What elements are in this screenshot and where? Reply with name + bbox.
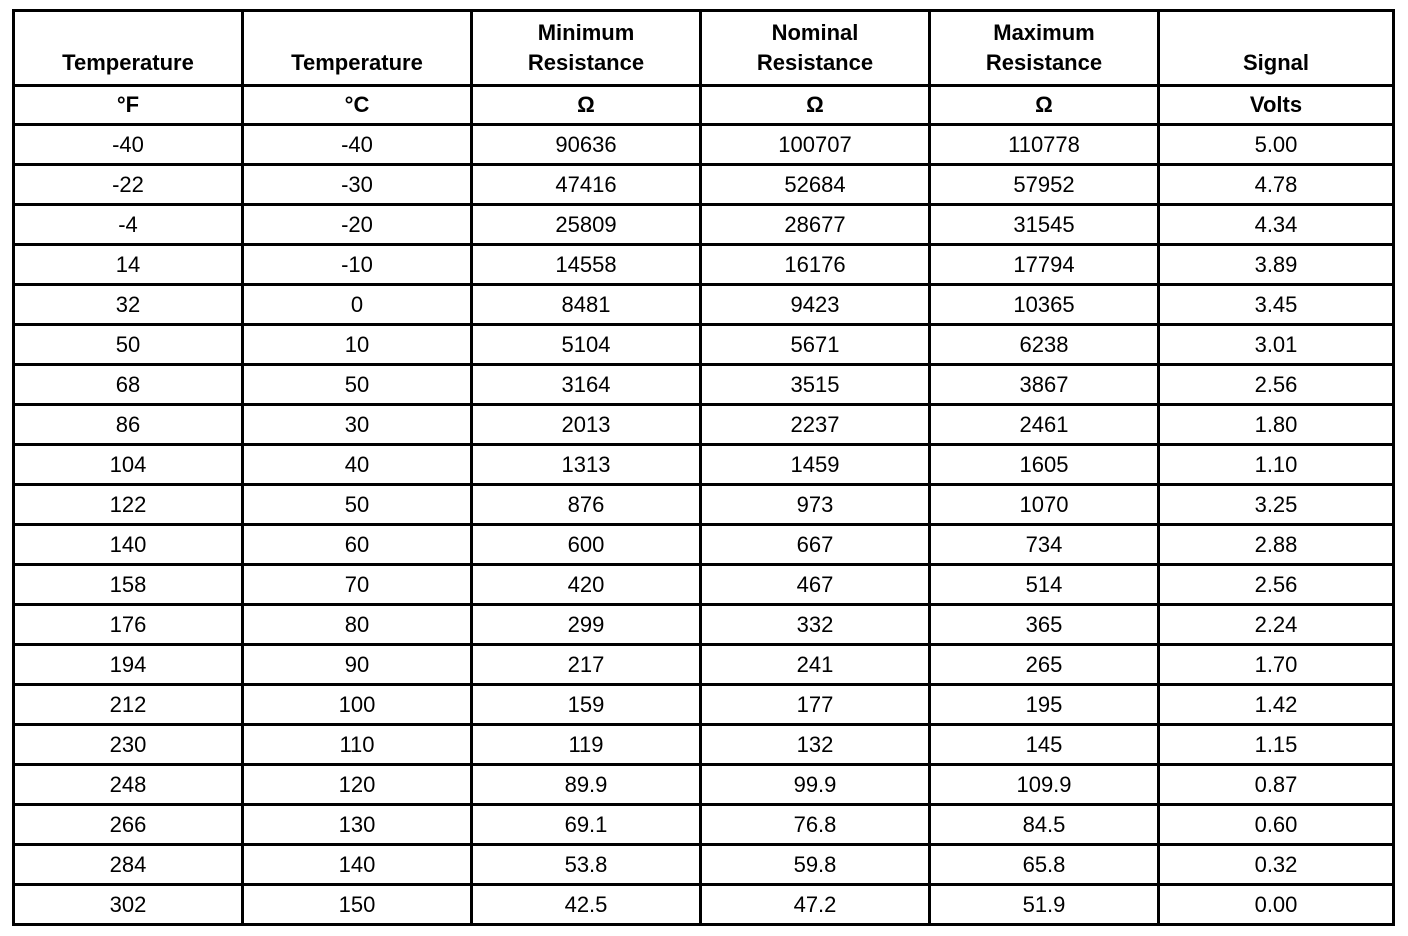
temp-c-cell: 70 xyxy=(243,565,472,605)
nominal-resistance-cell: 59.8 xyxy=(701,845,930,885)
header-maximum-resistance: Maximum Resistance xyxy=(930,11,1159,86)
nominal-resistance-cell: 332 xyxy=(701,605,930,645)
nominal-resistance-cell: 2237 xyxy=(701,405,930,445)
signal-volts-cell: 3.25 xyxy=(1159,485,1394,525)
header-temperature-f: Temperature xyxy=(14,11,243,86)
temp-f-cell: 176 xyxy=(14,605,243,645)
signal-volts-cell: 2.56 xyxy=(1159,365,1394,405)
table-row xyxy=(14,565,1394,605)
temp-f-cell: 140 xyxy=(14,525,243,565)
temp-c-cell: -20 xyxy=(243,205,472,245)
temp-c-cell: 0 xyxy=(243,285,472,325)
max-resistance-cell: 10365 xyxy=(930,285,1159,325)
max-resistance-cell: 265 xyxy=(930,645,1159,685)
table-row xyxy=(14,445,1394,485)
temp-f-cell: 104 xyxy=(14,445,243,485)
min-resistance-cell: 299 xyxy=(472,605,701,645)
table-row xyxy=(14,245,1394,285)
signal-volts-cell: 1.10 xyxy=(1159,445,1394,485)
signal-volts-cell: 2.88 xyxy=(1159,525,1394,565)
temp-c-cell: 80 xyxy=(243,605,472,645)
max-resistance-cell: 3867 xyxy=(930,365,1159,405)
min-resistance-cell: 14558 xyxy=(472,245,701,285)
header-minimum-resistance: Minimum Resistance xyxy=(472,11,701,86)
unit-ohm-min: Ω xyxy=(472,86,701,125)
nominal-resistance-cell: 9423 xyxy=(701,285,930,325)
min-resistance-cell: 5104 xyxy=(472,325,701,365)
unit-ohm-nominal: Ω xyxy=(701,86,930,125)
temp-f-cell: 248 xyxy=(14,765,243,805)
min-resistance-cell: 876 xyxy=(472,485,701,525)
max-resistance-cell: 65.8 xyxy=(930,845,1159,885)
max-resistance-cell: 51.9 xyxy=(930,885,1159,925)
min-resistance-cell: 1313 xyxy=(472,445,701,485)
temp-c-cell: -10 xyxy=(243,245,472,285)
max-resistance-cell: 1605 xyxy=(930,445,1159,485)
header-temperature-c: Temperature xyxy=(243,11,472,86)
header-nominal-resistance: Nominal Resistance xyxy=(701,11,930,86)
nominal-resistance-cell: 99.9 xyxy=(701,765,930,805)
table-row xyxy=(14,725,1394,765)
nominal-resistance-cell: 5671 xyxy=(701,325,930,365)
nominal-resistance-cell: 1459 xyxy=(701,445,930,485)
temp-f-cell: 194 xyxy=(14,645,243,685)
min-resistance-cell: 69.1 xyxy=(472,805,701,845)
table-row xyxy=(14,885,1394,925)
signal-volts-cell: 2.56 xyxy=(1159,565,1394,605)
signal-volts-cell: 3.45 xyxy=(1159,285,1394,325)
table-row xyxy=(14,125,1394,165)
temperature-resistance-table xyxy=(12,9,1395,926)
table-container xyxy=(12,9,1395,926)
temp-f-cell: -4 xyxy=(14,205,243,245)
temp-f-cell: -22 xyxy=(14,165,243,205)
max-resistance-cell: 365 xyxy=(930,605,1159,645)
temp-c-cell: 30 xyxy=(243,405,472,445)
max-resistance-cell: 6238 xyxy=(930,325,1159,365)
table-row xyxy=(14,205,1394,245)
signal-volts-cell: 4.78 xyxy=(1159,165,1394,205)
nominal-resistance-cell: 973 xyxy=(701,485,930,525)
min-resistance-cell: 217 xyxy=(472,645,701,685)
min-resistance-cell: 420 xyxy=(472,565,701,605)
table-row xyxy=(14,645,1394,685)
signal-volts-cell: 1.42 xyxy=(1159,685,1394,725)
table-row xyxy=(14,765,1394,805)
nominal-resistance-cell: 28677 xyxy=(701,205,930,245)
nominal-resistance-cell: 132 xyxy=(701,725,930,765)
temp-c-cell: 120 xyxy=(243,765,472,805)
table-row xyxy=(14,685,1394,725)
temp-c-cell: 110 xyxy=(243,725,472,765)
temp-c-cell: 90 xyxy=(243,645,472,685)
min-resistance-cell: 25809 xyxy=(472,205,701,245)
temp-f-cell: 14 xyxy=(14,245,243,285)
temp-f-cell: 302 xyxy=(14,885,243,925)
temp-c-cell: 140 xyxy=(243,845,472,885)
min-resistance-cell: 159 xyxy=(472,685,701,725)
table-row xyxy=(14,845,1394,885)
nominal-resistance-cell: 100707 xyxy=(701,125,930,165)
min-resistance-cell: 2013 xyxy=(472,405,701,445)
unit-fahrenheit: °F xyxy=(14,86,243,125)
header-signal: Signal xyxy=(1159,11,1394,86)
signal-volts-cell: 1.15 xyxy=(1159,725,1394,765)
temp-c-cell: 50 xyxy=(243,485,472,525)
table-row xyxy=(14,285,1394,325)
max-resistance-cell: 1070 xyxy=(930,485,1159,525)
temp-c-cell: 150 xyxy=(243,885,472,925)
max-resistance-cell: 17794 xyxy=(930,245,1159,285)
unit-volts: Volts xyxy=(1159,86,1394,125)
temp-c-cell: 60 xyxy=(243,525,472,565)
nominal-resistance-cell: 467 xyxy=(701,565,930,605)
min-resistance-cell: 89.9 xyxy=(472,765,701,805)
temp-f-cell: 230 xyxy=(14,725,243,765)
min-resistance-cell: 42.5 xyxy=(472,885,701,925)
max-resistance-cell: 195 xyxy=(930,685,1159,725)
temp-f-cell: 212 xyxy=(14,685,243,725)
table-body xyxy=(14,125,1394,925)
min-resistance-cell: 53.8 xyxy=(472,845,701,885)
signal-volts-cell: 4.34 xyxy=(1159,205,1394,245)
temp-f-cell: 284 xyxy=(14,845,243,885)
table-row xyxy=(14,805,1394,845)
min-resistance-cell: 3164 xyxy=(472,365,701,405)
signal-volts-cell: 5.00 xyxy=(1159,125,1394,165)
nominal-resistance-cell: 667 xyxy=(701,525,930,565)
temp-f-cell: 266 xyxy=(14,805,243,845)
temp-f-cell: 68 xyxy=(14,365,243,405)
max-resistance-cell: 734 xyxy=(930,525,1159,565)
table-row xyxy=(14,405,1394,445)
min-resistance-cell: 8481 xyxy=(472,285,701,325)
temp-c-cell: 50 xyxy=(243,365,472,405)
nominal-resistance-cell: 241 xyxy=(701,645,930,685)
min-resistance-cell: 119 xyxy=(472,725,701,765)
table-row xyxy=(14,325,1394,365)
temp-c-cell: 10 xyxy=(243,325,472,365)
signal-volts-cell: 0.60 xyxy=(1159,805,1394,845)
table-row xyxy=(14,365,1394,405)
min-resistance-cell: 47416 xyxy=(472,165,701,205)
unit-ohm-max: Ω xyxy=(930,86,1159,125)
temp-c-cell: -40 xyxy=(243,125,472,165)
temp-c-cell: -30 xyxy=(243,165,472,205)
table-row xyxy=(14,165,1394,205)
nominal-resistance-cell: 177 xyxy=(701,685,930,725)
signal-volts-cell: 0.00 xyxy=(1159,885,1394,925)
min-resistance-cell: 90636 xyxy=(472,125,701,165)
max-resistance-cell: 110778 xyxy=(930,125,1159,165)
temp-f-cell: -40 xyxy=(14,125,243,165)
temp-f-cell: 122 xyxy=(14,485,243,525)
max-resistance-cell: 514 xyxy=(930,565,1159,605)
temp-c-cell: 40 xyxy=(243,445,472,485)
unit-celsius: °C xyxy=(243,86,472,125)
nominal-resistance-cell: 52684 xyxy=(701,165,930,205)
units-row xyxy=(14,86,1394,125)
header-row xyxy=(14,11,1394,86)
nominal-resistance-cell: 47.2 xyxy=(701,885,930,925)
temp-f-cell: 50 xyxy=(14,325,243,365)
max-resistance-cell: 31545 xyxy=(930,205,1159,245)
table-row xyxy=(14,605,1394,645)
nominal-resistance-cell: 76.8 xyxy=(701,805,930,845)
max-resistance-cell: 84.5 xyxy=(930,805,1159,845)
signal-volts-cell: 2.24 xyxy=(1159,605,1394,645)
signal-volts-cell: 0.87 xyxy=(1159,765,1394,805)
signal-volts-cell: 1.80 xyxy=(1159,405,1394,445)
table-row xyxy=(14,485,1394,525)
signal-volts-cell: 3.01 xyxy=(1159,325,1394,365)
temp-f-cell: 86 xyxy=(14,405,243,445)
nominal-resistance-cell: 3515 xyxy=(701,365,930,405)
min-resistance-cell: 600 xyxy=(472,525,701,565)
temp-f-cell: 158 xyxy=(14,565,243,605)
nominal-resistance-cell: 16176 xyxy=(701,245,930,285)
signal-volts-cell: 0.32 xyxy=(1159,845,1394,885)
max-resistance-cell: 145 xyxy=(930,725,1159,765)
max-resistance-cell: 57952 xyxy=(930,165,1159,205)
max-resistance-cell: 2461 xyxy=(930,405,1159,445)
signal-volts-cell: 1.70 xyxy=(1159,645,1394,685)
max-resistance-cell: 109.9 xyxy=(930,765,1159,805)
signal-volts-cell: 3.89 xyxy=(1159,245,1394,285)
temp-c-cell: 130 xyxy=(243,805,472,845)
temp-f-cell: 32 xyxy=(14,285,243,325)
temp-c-cell: 100 xyxy=(243,685,472,725)
table-row xyxy=(14,525,1394,565)
